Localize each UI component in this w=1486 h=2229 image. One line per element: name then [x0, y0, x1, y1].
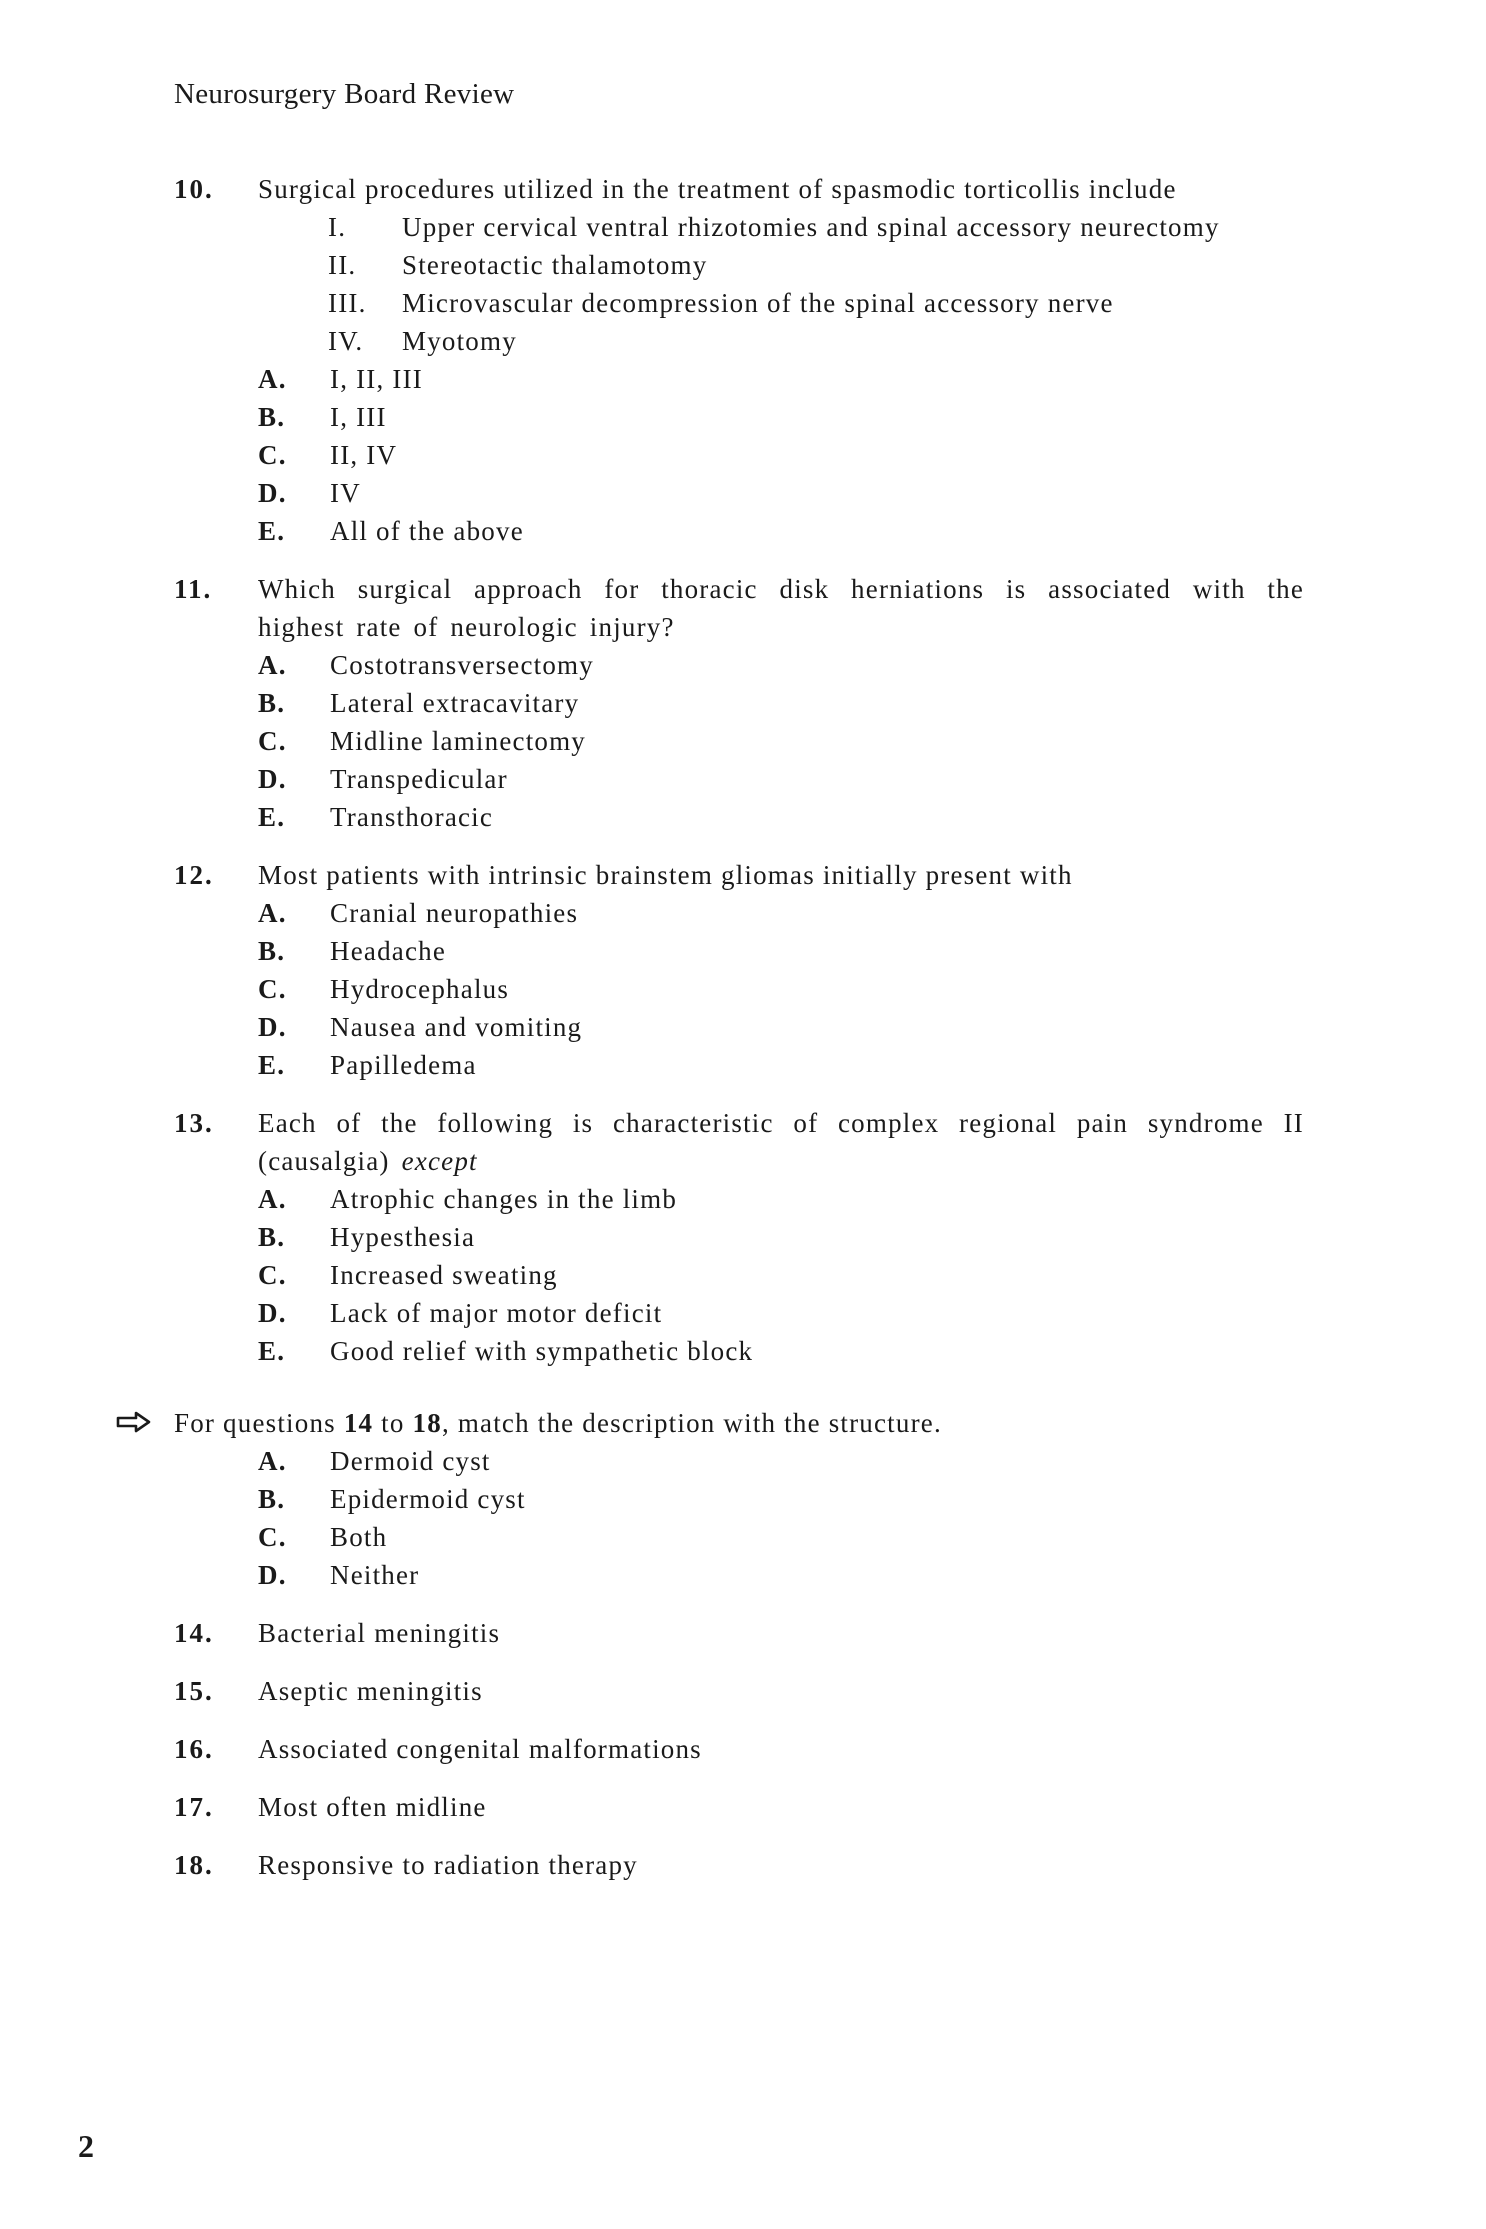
option-text: Good relief with sympathetic block [330, 1336, 754, 1366]
question-number: 13. [174, 1108, 214, 1138]
question-14 [174, 1614, 1304, 1652]
question-text: Surgical procedures utilized in the treatment of spasmodic torticollis include [258, 174, 1177, 204]
option-text: Lateral extracavitary [330, 688, 580, 718]
roman-numeral: II. [328, 250, 357, 280]
option-text: IV [330, 478, 361, 508]
roman-item-text: Stereotactic thalamotomy [402, 250, 708, 280]
roman-item [174, 284, 1304, 322]
option-text: Hydrocephalus [330, 974, 510, 1004]
option-letter: B. [258, 688, 286, 718]
option-letter: D. [258, 1012, 287, 1042]
roman-item-text: Myotomy [402, 326, 517, 356]
answer-option [174, 360, 1304, 398]
roman-numeral: I. [328, 212, 347, 242]
option-text: Transthoracic [330, 802, 494, 832]
answer-option [174, 684, 1304, 722]
answer-option [174, 646, 1304, 684]
answer-option [174, 1046, 1304, 1084]
instruction-prefix: For questions [174, 1408, 336, 1438]
instruction-suffix: , match the description with the structure. [441, 1408, 942, 1438]
option-text: Increased sweating [330, 1260, 558, 1290]
answer-option [174, 1008, 1304, 1046]
question-12 [174, 856, 1304, 1084]
option-text: Midline laminectomy [330, 726, 587, 756]
question-text [258, 1104, 1304, 1180]
answer-option [174, 474, 1304, 512]
answer-option [174, 1218, 1304, 1256]
option-letter: D. [258, 1298, 287, 1328]
running-head: Neurosurgery Board Review [174, 78, 515, 110]
answer-option [174, 970, 1304, 1008]
answer-option [174, 1442, 1304, 1480]
option-letter: C. [258, 440, 287, 470]
roman-numeral: IV. [328, 326, 364, 356]
answer-option [174, 1556, 1304, 1594]
option-letter: C. [258, 1522, 287, 1552]
instruction-to: to [381, 1408, 405, 1438]
option-text: Costotransversectomy [330, 650, 594, 680]
answer-option [174, 1294, 1304, 1332]
answer-option [174, 1256, 1304, 1294]
answer-option [174, 512, 1304, 550]
instruction-end-num: 18 [412, 1408, 442, 1438]
option-letter: C. [258, 1260, 287, 1290]
option-letter: A. [258, 650, 287, 680]
answer-option [174, 1480, 1304, 1518]
option-text: Nausea and vomiting [330, 1012, 583, 1042]
answer-option [174, 1180, 1304, 1218]
roman-item-text: Upper cervical ventral rhizotomies and spinal accessory neurectomy [402, 212, 1220, 242]
question-number: 16. [174, 1734, 214, 1764]
question-list [174, 170, 1304, 1904]
question-16 [174, 1730, 1304, 1768]
question-number: 15. [174, 1676, 214, 1706]
option-text: Neither [330, 1560, 420, 1590]
answer-option [174, 1518, 1304, 1556]
option-letter: C. [258, 974, 287, 1004]
question-text: Which surgical approach for thoracic disk herniations is associated with the highest rate of neurologic injury? [258, 574, 1304, 642]
option-text: I, II, III [330, 364, 423, 394]
question-text: Bacterial meningitis [258, 1618, 501, 1648]
option-letter: D. [258, 478, 287, 508]
option-text: Headache [330, 936, 447, 966]
option-text: Both [330, 1522, 388, 1552]
question-number: 18. [174, 1850, 214, 1880]
option-text: Lack of major motor deficit [330, 1298, 663, 1328]
question-10 [174, 170, 1304, 550]
question-number: 14. [174, 1618, 214, 1648]
question-18 [174, 1846, 1304, 1884]
option-letter: B. [258, 402, 286, 432]
option-text: II, IV [330, 440, 398, 470]
question-17 [174, 1788, 1304, 1826]
option-letter: E. [258, 516, 286, 546]
question-number: 11. [174, 574, 213, 604]
option-text: Atrophic changes in the limb [330, 1184, 678, 1214]
answer-option [174, 398, 1304, 436]
option-text: Epidermoid cyst [330, 1484, 526, 1514]
instruction-start-num: 14 [343, 1408, 374, 1438]
question-text: Most often midline [258, 1792, 487, 1822]
option-letter: E. [258, 802, 286, 832]
option-letter: C. [258, 726, 287, 756]
option-text: Transpedicular [330, 764, 508, 794]
option-letter: A. [258, 1446, 287, 1476]
answer-option [174, 894, 1304, 932]
option-letter: B. [258, 1222, 286, 1252]
roman-item-text: Microvascular decompression of the spinal accessory nerve [402, 288, 1114, 318]
arrow-right-icon [116, 1410, 152, 1434]
roman-item [174, 246, 1304, 284]
question-number: 10. [174, 174, 214, 204]
option-text: Hypesthesia [330, 1222, 476, 1252]
question-text: Most patients with intrinsic brainstem gliomas initially present with [258, 860, 1073, 890]
question-11 [174, 570, 1304, 836]
option-letter: A. [258, 898, 287, 928]
option-letter: E. [258, 1336, 286, 1366]
option-letter: A. [258, 364, 287, 394]
option-text: I, III [330, 402, 387, 432]
option-text: Cranial neuropathies [330, 898, 579, 928]
option-letter: D. [258, 1560, 287, 1590]
answer-option [174, 798, 1304, 836]
option-letter: D. [258, 764, 287, 794]
answer-option [174, 722, 1304, 760]
option-text: All of the above [330, 516, 524, 546]
roman-item [174, 208, 1304, 246]
question-number: 17. [174, 1792, 214, 1822]
matching-section [174, 1404, 1304, 1594]
option-letter: B. [258, 1484, 286, 1514]
matching-instruction [174, 1404, 1304, 1442]
question-text: Associated congenital malformations [258, 1734, 702, 1764]
question-text: Responsive to radiation therapy [258, 1850, 638, 1880]
option-text: Papilledema [330, 1050, 477, 1080]
question-13 [174, 1104, 1304, 1370]
answer-option [174, 1332, 1304, 1370]
answer-option [174, 760, 1304, 798]
question-text: Aseptic meningitis [258, 1676, 483, 1706]
option-letter: B. [258, 936, 286, 966]
answer-option [174, 436, 1304, 474]
option-letter: A. [258, 1184, 287, 1214]
question-15 [174, 1672, 1304, 1710]
question-number: 12. [174, 860, 214, 890]
question-text-main: Each of the following is characteristic of complex regional pain syndrome II (causalgia) [258, 1108, 1304, 1176]
option-text: Dermoid cyst [330, 1446, 491, 1476]
roman-numeral: III. [328, 288, 367, 318]
page-number: 2 [78, 2128, 94, 2164]
roman-item [174, 322, 1304, 360]
question-text-except: except [401, 1146, 478, 1176]
option-letter: E. [258, 1050, 286, 1080]
answer-option [174, 932, 1304, 970]
